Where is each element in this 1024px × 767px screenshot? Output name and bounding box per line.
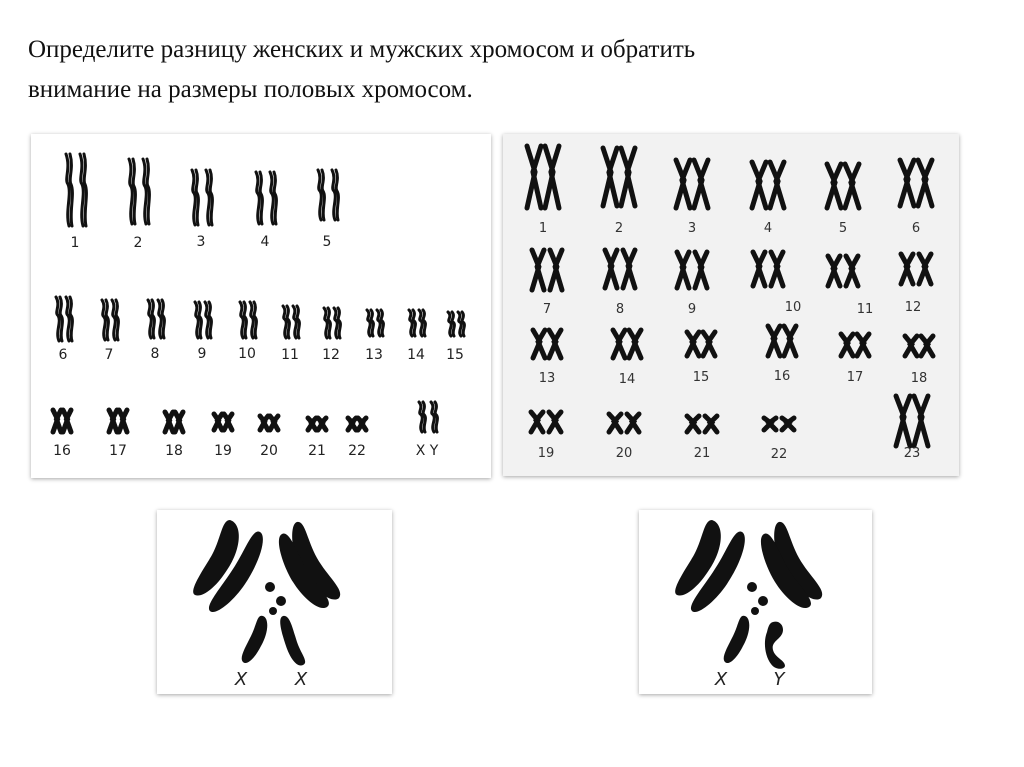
chromosome [533,330,545,358]
karyotype-label: 19 [537,446,555,461]
male-sex-chromosomes-figure [639,510,872,694]
karyotype-label: 3 [196,234,206,250]
chromosome [918,160,932,206]
chromosome [901,254,913,284]
chromosome [318,418,326,430]
female-sex-chromosomes-figure [157,510,392,694]
chromosome [629,330,641,358]
chromosome [549,412,561,432]
chromosome [224,414,232,430]
chromosome [527,146,541,208]
karyotype-label: 2 [133,235,143,251]
chromosome [293,306,299,338]
sex-chromosome-label: Y [773,669,785,690]
karyotype-label: 1 [538,221,548,236]
chromosome [770,162,784,208]
karyotype-label: 11 [281,347,299,363]
karyotype-label: 18 [910,371,928,386]
chromosome [623,250,635,288]
chromosome [102,300,108,340]
karyotype-label: 19 [214,443,232,459]
chromosome [148,300,154,338]
karyotype-label: 8 [150,346,160,362]
chromosome [318,170,324,220]
chromosome [308,418,316,430]
karyotype-label: 8 [615,302,625,317]
chromosome [165,412,173,432]
karyotype-label: 15 [446,347,464,363]
chromosome [605,250,617,288]
chromosome [677,252,689,288]
sex-chromosome-label: X [294,669,308,690]
chromosome [627,414,639,432]
karyotype-label: 17 [109,443,127,459]
karyotype-label: 12 [904,300,922,315]
karyotype-label: 16 [773,369,791,384]
karyotype-label: 20 [260,443,278,459]
karyotype-label: 22 [348,443,366,459]
male-sex-chromosomes-panel [639,510,872,694]
karyotype-label: 14 [407,347,425,363]
chromosome [752,162,766,208]
karyotype-label: 23 [903,446,921,461]
karyotype-label: 20 [615,446,633,461]
chromosome [613,330,625,358]
karyotype-label: 14 [618,372,636,387]
male-karyotype-panel [31,134,491,478]
female-karyotype-figure [503,134,959,476]
chromosome [458,312,464,336]
chromosome [270,416,278,430]
karyotype-label: 4 [763,221,773,236]
karyotype-label: X Y [415,443,439,459]
chromosome [676,160,690,208]
chromosome [549,330,561,358]
chromosome [896,396,910,446]
chromosome [205,302,211,338]
chromosome [782,418,794,430]
chromosome [431,402,437,432]
karyotype-label: 21 [693,446,711,461]
chromosome [250,302,256,338]
chromosome [129,159,135,224]
chromosome [621,148,635,206]
chromosome [687,416,699,432]
chromosome [206,170,212,225]
female-karyotype-chromosomes [527,146,933,446]
x-chromosome [280,616,305,666]
karyotype-label: 16 [53,443,71,459]
chromosome [409,310,415,336]
karyotype-label: 13 [538,371,556,386]
chromosome [143,159,149,224]
small-chromosome-dot [276,596,286,606]
chromosome [419,402,425,432]
chromosome [694,160,708,208]
chromosome [195,302,201,338]
karyotype-label: 18 [165,443,183,459]
chromosome [63,410,71,432]
karyotype-label: 3 [687,221,697,236]
chromosome [66,154,72,226]
small-chromosome-dot [758,596,768,606]
chromosome [921,336,933,356]
chromosome [919,254,931,284]
karyotype-label: 22 [770,447,788,462]
male-karyotype-figure [31,134,491,478]
female-karyotype-panel [503,134,959,476]
small-chromosome-dot [265,582,275,592]
chromosome [768,326,780,356]
karyotype-label: 9 [197,346,207,362]
sex-chromosome-label: X [234,669,248,690]
karyotype-label: 7 [542,302,552,317]
chromosome [827,164,841,208]
chromosome [532,250,544,290]
small-chromosome-dot [751,607,759,615]
chromosome [66,297,72,341]
chromosome [846,256,858,286]
karyotype-label: 1 [70,235,80,251]
chromosome [531,412,543,432]
chromosome [771,252,783,286]
chromosome [56,297,62,341]
chromosome [753,252,765,286]
karyotype-label: 9 [687,302,697,317]
small-chromosome-dot [269,607,277,615]
chromosome [900,160,914,206]
sex-chromosome-label: X [714,669,728,690]
chromosome [545,146,559,208]
chromosome [377,310,383,336]
karyotype-label: 4 [260,234,270,250]
chromosome [270,172,276,224]
title-line-2: внимание на размеры половых хромосом. [28,76,473,103]
chromosome [119,410,127,432]
chromosome [348,418,356,430]
karyotype-label: 5 [838,221,848,236]
chromosome [80,154,86,226]
chromosome [256,172,262,224]
chromosome [240,302,246,338]
chromosome [192,170,198,225]
karyotype-label: 15 [692,370,710,385]
chromosome [419,310,425,336]
chromosome [175,412,183,432]
chromosome [358,418,366,430]
chromosome [687,332,699,356]
chromosome [695,252,707,288]
chromosome [703,332,715,356]
chromosome [214,414,222,430]
chromosome [705,416,717,432]
chromosome [448,312,454,336]
female-sex-chromosomes-panel [157,510,392,694]
chromosome [324,308,330,338]
chromosome [841,334,853,356]
chromosome [828,256,840,286]
karyotype-label: 11 [856,302,874,317]
chromosome [260,416,268,430]
y-chromosome [765,622,785,669]
chromosome [845,164,859,208]
karyotype-label: 2 [614,221,624,236]
karyotype-label: 6 [911,221,921,236]
small-chromosome-dot [747,582,757,592]
karyotype-label: 5 [322,234,332,250]
karyotype-label: 12 [322,347,340,363]
slide-title [28,30,1008,110]
karyotype-label: 10 [784,300,802,315]
title-line-1: Определите разницу женских и мужских хромосом и обратить [28,36,696,63]
chromosome [367,310,373,336]
chromosome [334,308,340,338]
chromosome [550,250,562,290]
karyotype-label: 13 [365,347,383,363]
chromosome [332,170,338,220]
chromosome [764,418,776,430]
chromosome [53,410,61,432]
chromosome [158,300,164,338]
chromosome [905,336,917,356]
x-chromosome [724,616,750,663]
karyotype-label: 10 [238,346,256,362]
male-karyotype-chromosomes [53,154,464,432]
karyotype-label: 7 [104,347,114,363]
chromosome [109,410,117,432]
karyotype-label: 21 [308,443,326,459]
chromosome [914,396,928,446]
chromosome [112,300,118,340]
karyotype-label: 6 [58,347,68,363]
chromosome [857,334,869,356]
chromosome [283,306,289,338]
chromosome [784,326,796,356]
chromosome [603,148,617,206]
x-chromosome [242,616,268,663]
karyotype-label: 17 [846,370,864,385]
chromosome [609,414,621,432]
